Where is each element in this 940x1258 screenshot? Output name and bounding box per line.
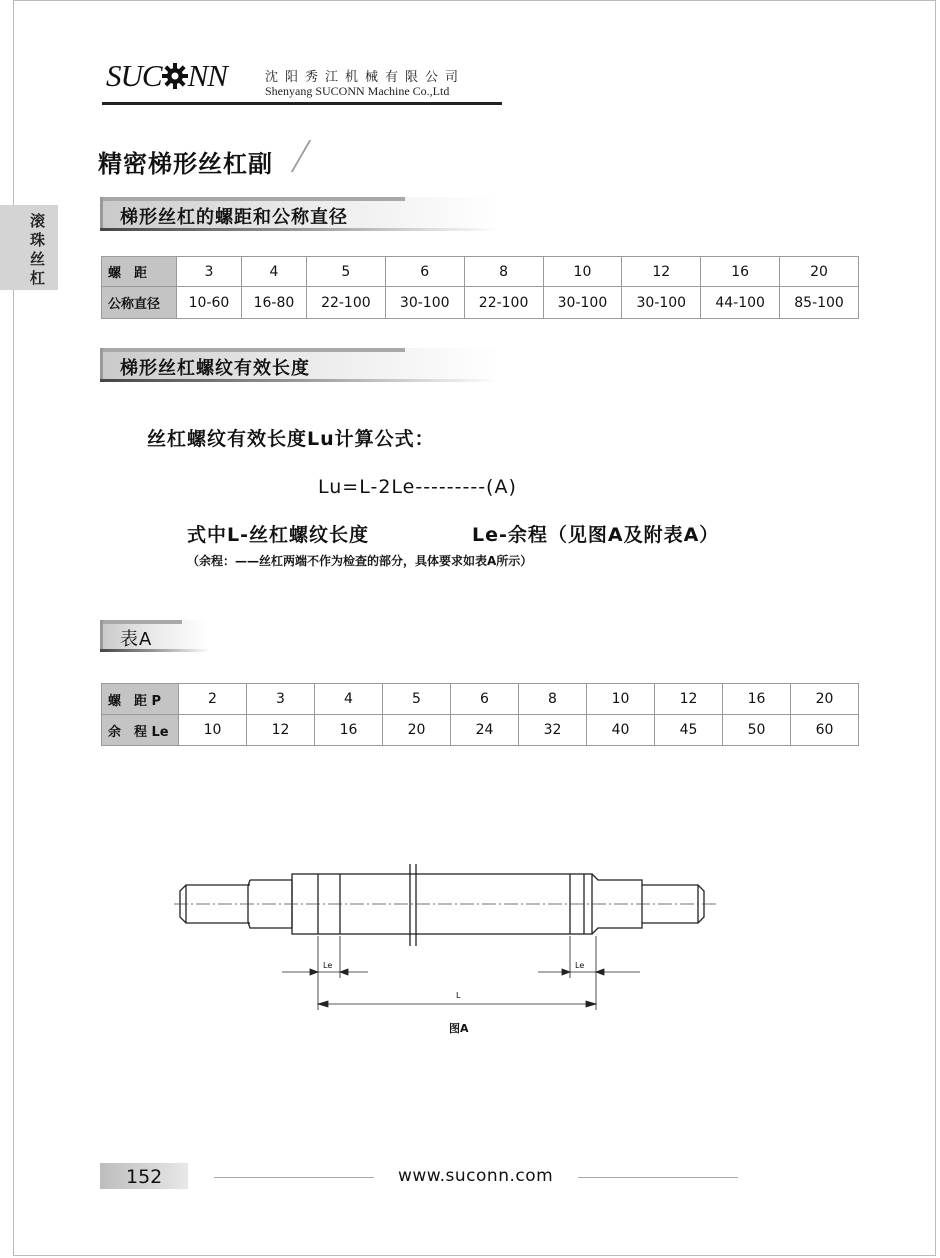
table-cell: 20 — [383, 715, 451, 746]
table-cell: 22-100 — [306, 287, 385, 319]
formula: Lu=L-2Le---------(A) — [318, 476, 517, 498]
dim-l: L — [456, 991, 461, 1000]
table-cell: 2 — [179, 684, 247, 715]
page-title: 精密梯形丝杠副 — [98, 150, 273, 178]
table-cell: 4 — [315, 684, 383, 715]
dim-le-right: Le — [575, 961, 585, 970]
formula-intro: 丝杠螺纹有效长度Lu计算公式： — [147, 428, 435, 450]
side-tab-label: 滚珠丝杠 — [30, 212, 46, 287]
table-cell: 40 — [587, 715, 655, 746]
table-cell: 12 — [247, 715, 315, 746]
section-heading-table-a — [100, 620, 210, 652]
table-cell: 85-100 — [780, 287, 859, 319]
section-heading-effective-length — [100, 348, 500, 382]
table-cell: 22-100 — [464, 287, 543, 319]
company-name-en: Shenyang SUCONN Machine Co.,Ltd — [265, 84, 450, 98]
table-cell: 10-60 — [177, 287, 242, 319]
footer-rule-right — [578, 1177, 738, 1178]
table-cell: 5 — [383, 684, 451, 715]
footer-url[interactable]: www.suconn.com — [398, 1166, 554, 1186]
table-cell: 32 — [519, 715, 587, 746]
table-cell: 3 — [177, 257, 242, 287]
table-cell: 10 — [587, 684, 655, 715]
table-cell: 24 — [451, 715, 519, 746]
table-cell: 6 — [385, 257, 464, 287]
table-row — [102, 287, 859, 319]
table-cell: 44-100 — [701, 287, 780, 319]
table-cell: 16 — [315, 715, 383, 746]
side-tab — [0, 205, 58, 290]
table-cell: 20 — [780, 257, 859, 287]
dim-le-left: Le — [323, 961, 333, 970]
footer-rule-left — [214, 1177, 374, 1178]
table-cell: 16 — [701, 257, 780, 287]
table-cell: 4 — [241, 257, 306, 287]
table-cell: 12 — [622, 257, 701, 287]
section-heading-label: 表A — [120, 629, 153, 650]
table-row — [102, 715, 859, 746]
table-cell: 6 — [451, 684, 519, 715]
table-cell: 10 — [179, 715, 247, 746]
page-number: 152 — [126, 1166, 163, 1188]
formula-definition-l: 式中L-丝杠螺纹长度 — [187, 524, 369, 546]
lead-screw-drawing — [170, 860, 730, 1020]
pitch-diameter-table — [101, 256, 859, 319]
company-name-cn: 沈阳秀江机械有限公司 — [265, 70, 466, 85]
table-cell: 8 — [519, 684, 587, 715]
table-cell: 30-100 — [385, 287, 464, 319]
formula-note: （余程：——丝杠两端不作为检查的部分，具体要求如表A所示） — [187, 554, 533, 568]
header-rule — [102, 102, 502, 105]
row-label-le: 余 程 Le — [102, 715, 179, 746]
table-cell: 45 — [655, 715, 723, 746]
table-cell: 16-80 — [241, 287, 306, 319]
row-label-pitch: 螺 距 P — [102, 684, 179, 715]
table-cell: 20 — [791, 684, 859, 715]
row-label-diameter: 公称直径 — [102, 287, 177, 319]
table-row — [102, 684, 859, 715]
table-cell: 8 — [464, 257, 543, 287]
table-cell: 30-100 — [622, 287, 701, 319]
table-cell: 10 — [543, 257, 622, 287]
table-cell: 60 — [791, 715, 859, 746]
section-heading-label: 梯形丝杠螺纹有效长度 — [120, 358, 310, 379]
table-cell: 50 — [723, 715, 791, 746]
table-cell: 3 — [247, 684, 315, 715]
table-cell: 30-100 — [543, 287, 622, 319]
row-label-pitch: 螺 距 — [102, 257, 177, 287]
company-logo: SUC NN — [106, 58, 227, 93]
section-heading-label: 梯形丝杠的螺距和公称直径 — [120, 207, 348, 228]
table-cell: 12 — [655, 684, 723, 715]
table-cell: 16 — [723, 684, 791, 715]
table-a — [101, 683, 859, 746]
figure-caption: 图A — [449, 1022, 469, 1035]
table-row — [102, 257, 859, 287]
gear-icon — [162, 63, 188, 89]
section-heading-pitch-diameter — [100, 197, 500, 231]
formula-definition-le: Le-余程（见图A及附表A） — [472, 524, 720, 546]
table-cell: 5 — [306, 257, 385, 287]
